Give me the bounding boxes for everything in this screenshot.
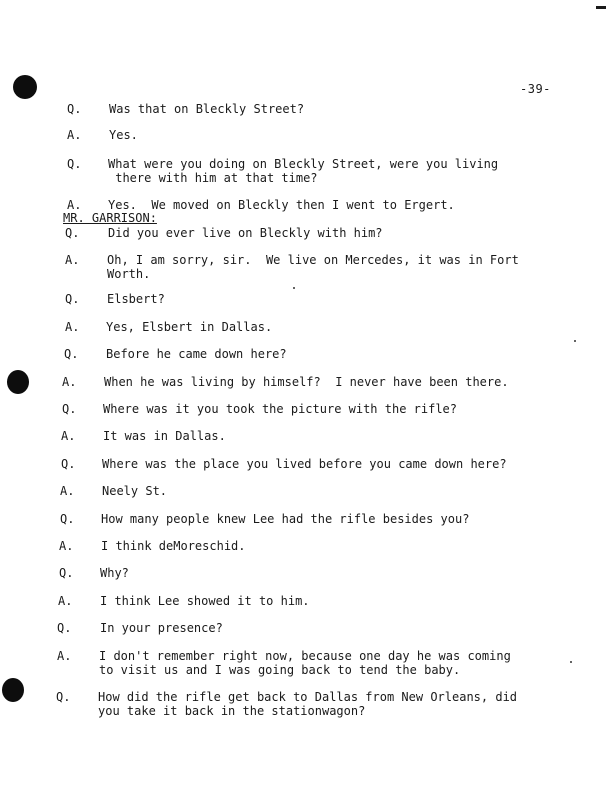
qa-label: Q. (60, 512, 75, 526)
qa-label: A. (59, 539, 74, 553)
qa-label: A. (65, 253, 80, 267)
qa-label: Q. (64, 347, 79, 361)
qa-label: Q. (56, 690, 71, 704)
qa-label: Q. (59, 566, 74, 580)
speaker-label: MR. GARRISON: (63, 211, 157, 225)
qa-text: Neely St. (102, 484, 168, 498)
qa-text: Where was the place you lived before you came down here? (102, 457, 507, 471)
qa-label: A. (61, 429, 76, 443)
qa-label: Q. (61, 457, 76, 471)
qa-text: What were you doing on Bleckly Street, were you living there with him at that time? (108, 157, 499, 185)
qa-text: Oh, I am sorry, sir. We live on Mercedes, it was in Fort Worth. (107, 253, 519, 281)
qa-text: Yes. (109, 128, 138, 142)
qa-text: When he was living by himself? I never have been there. (104, 375, 509, 389)
qa-text: Elsbert? (107, 292, 165, 306)
qa-label: A. (67, 128, 82, 142)
qa-text: Did you ever live on Bleckly with him? (108, 226, 383, 240)
qa-label: Q. (65, 226, 80, 240)
qa-label: A. (65, 320, 80, 334)
qa-text: Was that on Bleckly Street? (109, 102, 305, 116)
qa-label: A. (58, 594, 73, 608)
qa-text: Yes. We moved on Bleckly then I went to Ergert. (108, 198, 455, 212)
qa-text: How did the rifle get back to Dallas from New Orleans, did you take it back in the stationwagon? (98, 690, 518, 718)
qa-text: It was in Dallas. (103, 429, 226, 443)
qa-label: Q. (62, 402, 77, 416)
qa-text: Why? (100, 566, 129, 580)
qa-text: Yes, Elsbert in Dallas. (106, 320, 273, 334)
qa-label: A. (62, 375, 77, 389)
scan-speck (570, 661, 572, 663)
qa-text: I think Lee showed it to him. (100, 594, 310, 608)
qa-label: Q. (67, 102, 82, 116)
page-number: -39- (520, 82, 551, 96)
qa-text: How many people knew Lee had the rifle besides you? (101, 512, 470, 526)
qa-label: Q. (65, 292, 80, 306)
qa-label: Q. (57, 621, 72, 635)
scan-speck (574, 340, 576, 342)
scan-speck (293, 287, 295, 289)
qa-label: Q. (67, 157, 82, 171)
qa-text: Where was it you took the picture with the rifle? (103, 402, 458, 416)
qa-label: A. (67, 198, 82, 212)
qa-text: I think deMoreschid. (101, 539, 246, 553)
punch-hole-bottom (2, 678, 24, 702)
punch-hole-middle (7, 370, 29, 394)
qa-text: In your presence? (100, 621, 223, 635)
qa-text: Before he came down here? (106, 347, 287, 361)
punch-hole-top (13, 75, 37, 99)
corner-mark (596, 6, 606, 9)
qa-label: A. (57, 649, 72, 663)
qa-label: A. (60, 484, 75, 498)
qa-text: I don't remember right now, because one day he was coming to visit us and I was going back to tend the baby. (99, 649, 511, 677)
